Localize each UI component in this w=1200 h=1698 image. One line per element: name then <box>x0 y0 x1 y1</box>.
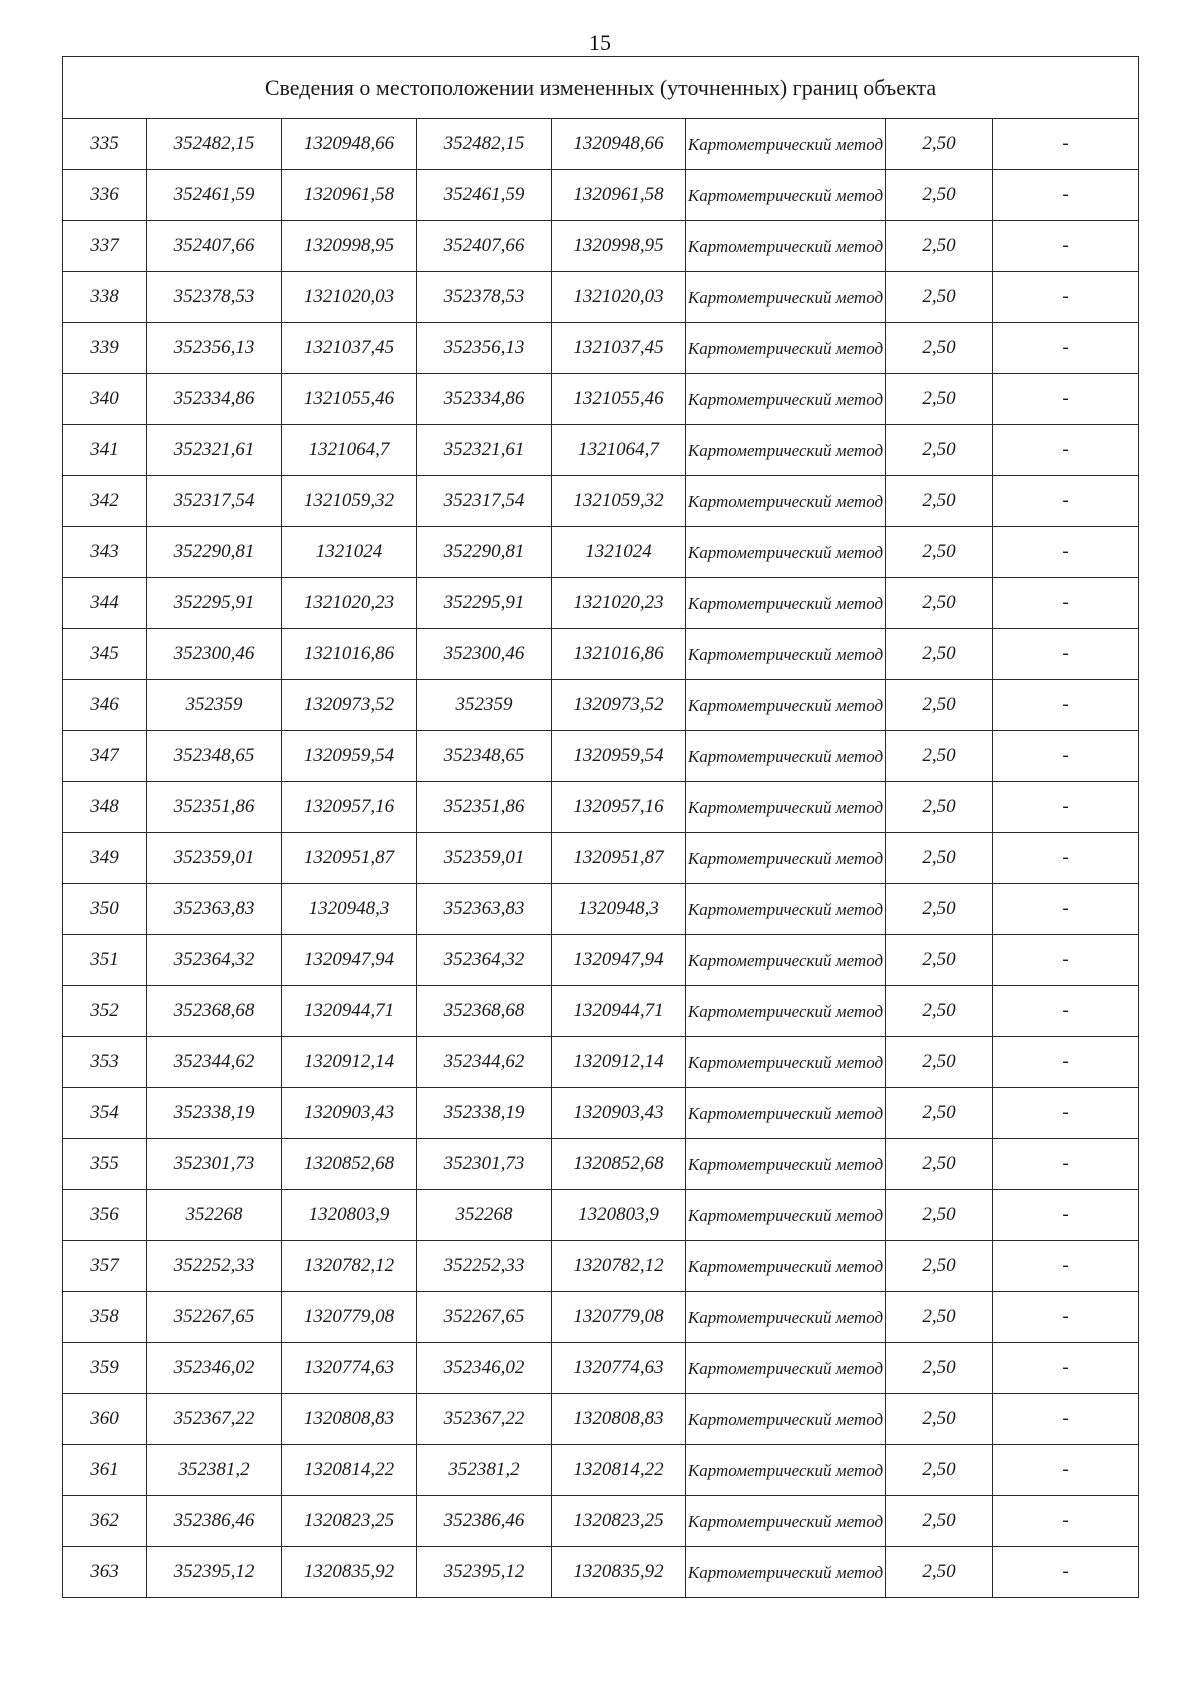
point-number-cell: 355 <box>63 1139 147 1190</box>
page-number: 15 <box>589 30 611 55</box>
x-coordinate-refined-cell: 352334,86 <box>417 374 552 425</box>
point-number-cell: 358 <box>63 1292 147 1343</box>
method-cell: Картометрический метод <box>686 1496 886 1547</box>
note-cell: - <box>993 1445 1139 1496</box>
table-row <box>63 1496 1139 1547</box>
x-coordinate-existing-cell: 352356,13 <box>147 323 282 374</box>
x-coordinate-refined-cell: 352300,46 <box>417 629 552 680</box>
precision-cell: 2,50 <box>886 731 993 782</box>
x-coordinate-existing-cell: 352317,54 <box>147 476 282 527</box>
table-row <box>63 1547 1139 1598</box>
point-number-cell: 350 <box>63 884 147 935</box>
x-coordinate-refined-cell: 352364,32 <box>417 935 552 986</box>
y-coordinate-refined-cell: 1320912,14 <box>552 1037 686 1088</box>
table-row <box>63 170 1139 221</box>
x-coordinate-existing-cell: 352359,01 <box>147 833 282 884</box>
method-cell: Картометрический метод <box>686 1241 886 1292</box>
x-coordinate-existing-cell: 352252,33 <box>147 1241 282 1292</box>
method-cell: Картометрический метод <box>686 833 886 884</box>
table-row <box>63 221 1139 272</box>
point-number-cell: 352 <box>63 986 147 1037</box>
x-coordinate-refined-cell: 352351,86 <box>417 782 552 833</box>
table-row <box>63 1241 1139 1292</box>
y-coordinate-existing-cell: 1320852,68 <box>282 1139 417 1190</box>
table-row <box>63 1088 1139 1139</box>
y-coordinate-refined-cell: 1320973,52 <box>552 680 686 731</box>
table-row <box>63 680 1139 731</box>
precision-cell: 2,50 <box>886 1445 993 1496</box>
table-row <box>63 323 1139 374</box>
x-coordinate-refined-cell: 352367,22 <box>417 1394 552 1445</box>
y-coordinate-existing-cell: 1320957,16 <box>282 782 417 833</box>
x-coordinate-refined-cell: 352395,12 <box>417 1547 552 1598</box>
x-coordinate-existing-cell: 352359 <box>147 680 282 731</box>
y-coordinate-existing-cell: 1321059,32 <box>282 476 417 527</box>
method-cell: Картометрический метод <box>686 425 886 476</box>
method-cell: Картометрический метод <box>686 1547 886 1598</box>
y-coordinate-existing-cell: 1320814,22 <box>282 1445 417 1496</box>
point-number-cell: 348 <box>63 782 147 833</box>
table-row <box>63 1139 1139 1190</box>
x-coordinate-refined-cell: 352268 <box>417 1190 552 1241</box>
point-number-cell: 345 <box>63 629 147 680</box>
note-cell: - <box>993 119 1139 170</box>
y-coordinate-refined-cell: 1320823,25 <box>552 1496 686 1547</box>
table-row <box>63 833 1139 884</box>
x-coordinate-existing-cell: 352368,68 <box>147 986 282 1037</box>
table-row <box>63 731 1139 782</box>
x-coordinate-existing-cell: 352346,02 <box>147 1343 282 1394</box>
y-coordinate-refined-cell: 1320998,95 <box>552 221 686 272</box>
note-cell: - <box>993 1139 1139 1190</box>
table-row <box>63 1343 1139 1394</box>
method-cell: Картометрический метод <box>686 884 886 935</box>
x-coordinate-existing-cell: 352482,15 <box>147 119 282 170</box>
x-coordinate-existing-cell: 352381,2 <box>147 1445 282 1496</box>
precision-cell: 2,50 <box>886 986 993 1037</box>
note-cell: - <box>993 323 1139 374</box>
x-coordinate-refined-cell: 352338,19 <box>417 1088 552 1139</box>
y-coordinate-refined-cell: 1320959,54 <box>552 731 686 782</box>
table-row <box>63 272 1139 323</box>
y-coordinate-existing-cell: 1320944,71 <box>282 986 417 1037</box>
precision-cell: 2,50 <box>886 1037 993 1088</box>
method-cell: Картометрический метод <box>686 272 886 323</box>
precision-cell: 2,50 <box>886 1190 993 1241</box>
method-cell: Картометрический метод <box>686 476 886 527</box>
precision-cell: 2,50 <box>886 1241 993 1292</box>
note-cell: - <box>993 425 1139 476</box>
y-coordinate-refined-cell: 1321055,46 <box>552 374 686 425</box>
y-coordinate-existing-cell: 1320998,95 <box>282 221 417 272</box>
note-cell: - <box>993 272 1139 323</box>
table-row <box>63 1394 1139 1445</box>
precision-cell: 2,50 <box>886 476 993 527</box>
x-coordinate-existing-cell: 352268 <box>147 1190 282 1241</box>
point-number-cell: 346 <box>63 680 147 731</box>
x-coordinate-refined-cell: 352368,68 <box>417 986 552 1037</box>
precision-cell: 2,50 <box>886 680 993 731</box>
x-coordinate-existing-cell: 352367,22 <box>147 1394 282 1445</box>
x-coordinate-existing-cell: 352461,59 <box>147 170 282 221</box>
note-cell: - <box>993 1496 1139 1547</box>
y-coordinate-existing-cell: 1321055,46 <box>282 374 417 425</box>
point-number-cell: 354 <box>63 1088 147 1139</box>
x-coordinate-existing-cell: 352334,86 <box>147 374 282 425</box>
method-cell: Картометрический метод <box>686 680 886 731</box>
y-coordinate-refined-cell: 1320948,3 <box>552 884 686 935</box>
y-coordinate-existing-cell: 1320912,14 <box>282 1037 417 1088</box>
y-coordinate-refined-cell: 1320814,22 <box>552 1445 686 1496</box>
point-number-cell: 363 <box>63 1547 147 1598</box>
note-cell: - <box>993 1190 1139 1241</box>
x-coordinate-refined-cell: 352381,2 <box>417 1445 552 1496</box>
x-coordinate-existing-cell: 352407,66 <box>147 221 282 272</box>
y-coordinate-existing-cell: 1320948,66 <box>282 119 417 170</box>
x-coordinate-existing-cell: 352378,53 <box>147 272 282 323</box>
precision-cell: 2,50 <box>886 1394 993 1445</box>
y-coordinate-refined-cell: 1321020,03 <box>552 272 686 323</box>
y-coordinate-existing-cell: 1320835,92 <box>282 1547 417 1598</box>
y-coordinate-existing-cell: 1320947,94 <box>282 935 417 986</box>
y-coordinate-refined-cell: 1320782,12 <box>552 1241 686 1292</box>
y-coordinate-refined-cell: 1320808,83 <box>552 1394 686 1445</box>
x-coordinate-refined-cell: 352407,66 <box>417 221 552 272</box>
method-cell: Картометрический метод <box>686 731 886 782</box>
note-cell: - <box>993 1394 1139 1445</box>
note-cell: - <box>993 782 1139 833</box>
method-cell: Картометрический метод <box>686 629 886 680</box>
x-coordinate-existing-cell: 352344,62 <box>147 1037 282 1088</box>
point-number-cell: 337 <box>63 221 147 272</box>
y-coordinate-refined-cell: 1320779,08 <box>552 1292 686 1343</box>
note-cell: - <box>993 221 1139 272</box>
point-number-cell: 343 <box>63 527 147 578</box>
method-cell: Картометрический метод <box>686 986 886 1037</box>
x-coordinate-existing-cell: 352351,86 <box>147 782 282 833</box>
point-number-cell: 356 <box>63 1190 147 1241</box>
precision-cell: 2,50 <box>886 833 993 884</box>
x-coordinate-refined-cell: 352321,61 <box>417 425 552 476</box>
method-cell: Картометрический метод <box>686 935 886 986</box>
note-cell: - <box>993 1241 1139 1292</box>
note-cell: - <box>993 731 1139 782</box>
precision-cell: 2,50 <box>886 527 993 578</box>
method-cell: Картометрический метод <box>686 1343 886 1394</box>
method-cell: Картометрический метод <box>686 170 886 221</box>
y-coordinate-existing-cell: 1320779,08 <box>282 1292 417 1343</box>
point-number-cell: 335 <box>63 119 147 170</box>
x-coordinate-existing-cell: 352295,91 <box>147 578 282 629</box>
table-row <box>63 527 1139 578</box>
note-cell: - <box>993 680 1139 731</box>
y-coordinate-refined-cell: 1320947,94 <box>552 935 686 986</box>
x-coordinate-existing-cell: 352290,81 <box>147 527 282 578</box>
y-coordinate-existing-cell: 1321016,86 <box>282 629 417 680</box>
precision-cell: 2,50 <box>886 323 993 374</box>
x-coordinate-refined-cell: 352290,81 <box>417 527 552 578</box>
table-row <box>63 374 1139 425</box>
y-coordinate-existing-cell: 1321024 <box>282 527 417 578</box>
x-coordinate-existing-cell: 352338,19 <box>147 1088 282 1139</box>
y-coordinate-existing-cell: 1321064,7 <box>282 425 417 476</box>
x-coordinate-refined-cell: 352348,65 <box>417 731 552 782</box>
precision-cell: 2,50 <box>886 170 993 221</box>
x-coordinate-existing-cell: 352386,46 <box>147 1496 282 1547</box>
y-coordinate-refined-cell: 1320948,66 <box>552 119 686 170</box>
x-coordinate-refined-cell: 352461,59 <box>417 170 552 221</box>
method-cell: Картометрический метод <box>686 527 886 578</box>
precision-cell: 2,50 <box>886 374 993 425</box>
precision-cell: 2,50 <box>886 1547 993 1598</box>
method-cell: Картометрический метод <box>686 1292 886 1343</box>
method-cell: Картометрический метод <box>686 1139 886 1190</box>
y-coordinate-refined-cell: 1321059,32 <box>552 476 686 527</box>
point-number-cell: 347 <box>63 731 147 782</box>
point-number-cell: 351 <box>63 935 147 986</box>
x-coordinate-existing-cell: 352300,46 <box>147 629 282 680</box>
x-coordinate-refined-cell: 352317,54 <box>417 476 552 527</box>
note-cell: - <box>993 884 1139 935</box>
note-cell: - <box>993 629 1139 680</box>
y-coordinate-existing-cell: 1320948,3 <box>282 884 417 935</box>
x-coordinate-refined-cell: 352482,15 <box>417 119 552 170</box>
point-number-cell: 339 <box>63 323 147 374</box>
point-number-cell: 344 <box>63 578 147 629</box>
y-coordinate-refined-cell: 1320944,71 <box>552 986 686 1037</box>
y-coordinate-existing-cell: 1321020,23 <box>282 578 417 629</box>
x-coordinate-refined-cell: 352301,73 <box>417 1139 552 1190</box>
table-row <box>63 986 1139 1037</box>
precision-cell: 2,50 <box>886 1088 993 1139</box>
x-coordinate-refined-cell: 352295,91 <box>417 578 552 629</box>
method-cell: Картометрический метод <box>686 1394 886 1445</box>
table-row <box>63 1190 1139 1241</box>
table-row <box>63 629 1139 680</box>
x-coordinate-existing-cell: 352348,65 <box>147 731 282 782</box>
y-coordinate-refined-cell: 1320951,87 <box>552 833 686 884</box>
note-cell: - <box>993 476 1139 527</box>
y-coordinate-refined-cell: 1321020,23 <box>552 578 686 629</box>
y-coordinate-refined-cell: 1320903,43 <box>552 1088 686 1139</box>
y-coordinate-existing-cell: 1320903,43 <box>282 1088 417 1139</box>
y-coordinate-existing-cell: 1320808,83 <box>282 1394 417 1445</box>
y-coordinate-refined-cell: 1320835,92 <box>552 1547 686 1598</box>
note-cell: - <box>993 374 1139 425</box>
precision-cell: 2,50 <box>886 272 993 323</box>
x-coordinate-refined-cell: 352378,53 <box>417 272 552 323</box>
precision-cell: 2,50 <box>886 782 993 833</box>
y-coordinate-existing-cell: 1320823,25 <box>282 1496 417 1547</box>
y-coordinate-refined-cell: 1321064,7 <box>552 425 686 476</box>
precision-cell: 2,50 <box>886 119 993 170</box>
point-number-cell: 361 <box>63 1445 147 1496</box>
precision-cell: 2,50 <box>886 221 993 272</box>
table-header-row <box>63 57 1139 119</box>
table-row <box>63 935 1139 986</box>
x-coordinate-refined-cell: 352359 <box>417 680 552 731</box>
x-coordinate-refined-cell: 352359,01 <box>417 833 552 884</box>
y-coordinate-refined-cell: 1321037,45 <box>552 323 686 374</box>
x-coordinate-existing-cell: 352363,83 <box>147 884 282 935</box>
table-title: Сведения о местоположении измененных (уточненных) границ объекта <box>63 57 1139 119</box>
y-coordinate-existing-cell: 1320774,63 <box>282 1343 417 1394</box>
table-body <box>63 57 1139 1598</box>
method-cell: Картометрический метод <box>686 1190 886 1241</box>
precision-cell: 2,50 <box>886 884 993 935</box>
y-coordinate-existing-cell: 1320803,9 <box>282 1190 417 1241</box>
note-cell: - <box>993 578 1139 629</box>
note-cell: - <box>993 1037 1139 1088</box>
precision-cell: 2,50 <box>886 1139 993 1190</box>
point-number-cell: 353 <box>63 1037 147 1088</box>
point-number-cell: 357 <box>63 1241 147 1292</box>
x-coordinate-refined-cell: 352386,46 <box>417 1496 552 1547</box>
point-number-cell: 340 <box>63 374 147 425</box>
table-row <box>63 1445 1139 1496</box>
y-coordinate-existing-cell: 1320961,58 <box>282 170 417 221</box>
y-coordinate-refined-cell: 1321024 <box>552 527 686 578</box>
precision-cell: 2,50 <box>886 1496 993 1547</box>
x-coordinate-existing-cell: 352321,61 <box>147 425 282 476</box>
table-row <box>63 884 1139 935</box>
method-cell: Картометрический метод <box>686 1037 886 1088</box>
x-coordinate-refined-cell: 352356,13 <box>417 323 552 374</box>
note-cell: - <box>993 527 1139 578</box>
x-coordinate-existing-cell: 352364,32 <box>147 935 282 986</box>
point-number-cell: 349 <box>63 833 147 884</box>
note-cell: - <box>993 986 1139 1037</box>
point-number-cell: 338 <box>63 272 147 323</box>
note-cell: - <box>993 833 1139 884</box>
table-row <box>63 476 1139 527</box>
y-coordinate-existing-cell: 1321037,45 <box>282 323 417 374</box>
x-coordinate-existing-cell: 352301,73 <box>147 1139 282 1190</box>
note-cell: - <box>993 1343 1139 1394</box>
x-coordinate-existing-cell: 352267,65 <box>147 1292 282 1343</box>
point-number-cell: 359 <box>63 1343 147 1394</box>
table-row <box>63 119 1139 170</box>
y-coordinate-refined-cell: 1320957,16 <box>552 782 686 833</box>
precision-cell: 2,50 <box>886 1292 993 1343</box>
point-number-cell: 342 <box>63 476 147 527</box>
y-coordinate-refined-cell: 1320803,9 <box>552 1190 686 1241</box>
y-coordinate-existing-cell: 1320973,52 <box>282 680 417 731</box>
note-cell: - <box>993 1088 1139 1139</box>
table-row <box>63 425 1139 476</box>
y-coordinate-existing-cell: 1321020,03 <box>282 272 417 323</box>
y-coordinate-refined-cell: 1321016,86 <box>552 629 686 680</box>
y-coordinate-existing-cell: 1320951,87 <box>282 833 417 884</box>
note-cell: - <box>993 1292 1139 1343</box>
precision-cell: 2,50 <box>886 1343 993 1394</box>
precision-cell: 2,50 <box>886 578 993 629</box>
precision-cell: 2,50 <box>886 935 993 986</box>
method-cell: Картометрический метод <box>686 1445 886 1496</box>
x-coordinate-refined-cell: 352346,02 <box>417 1343 552 1394</box>
boundary-table <box>62 56 1139 1598</box>
point-number-cell: 360 <box>63 1394 147 1445</box>
table-row <box>63 782 1139 833</box>
point-number-cell: 336 <box>63 170 147 221</box>
method-cell: Картометрический метод <box>686 1088 886 1139</box>
method-cell: Картометрический метод <box>686 119 886 170</box>
x-coordinate-existing-cell: 352395,12 <box>147 1547 282 1598</box>
x-coordinate-refined-cell: 352363,83 <box>417 884 552 935</box>
table-row <box>63 1292 1139 1343</box>
precision-cell: 2,50 <box>886 629 993 680</box>
x-coordinate-refined-cell: 352267,65 <box>417 1292 552 1343</box>
table-row <box>63 578 1139 629</box>
x-coordinate-refined-cell: 352344,62 <box>417 1037 552 1088</box>
point-number-cell: 341 <box>63 425 147 476</box>
method-cell: Картометрический метод <box>686 782 886 833</box>
method-cell: Картометрический метод <box>686 374 886 425</box>
precision-cell: 2,50 <box>886 425 993 476</box>
y-coordinate-refined-cell: 1320774,63 <box>552 1343 686 1394</box>
note-cell: - <box>993 935 1139 986</box>
method-cell: Картометрический метод <box>686 221 886 272</box>
method-cell: Картометрический метод <box>686 578 886 629</box>
table-row <box>63 1037 1139 1088</box>
y-coordinate-existing-cell: 1320782,12 <box>282 1241 417 1292</box>
note-cell: - <box>993 170 1139 221</box>
y-coordinate-existing-cell: 1320959,54 <box>282 731 417 782</box>
y-coordinate-refined-cell: 1320961,58 <box>552 170 686 221</box>
method-cell: Картометрический метод <box>686 323 886 374</box>
point-number-cell: 362 <box>63 1496 147 1547</box>
note-cell: - <box>993 1547 1139 1598</box>
y-coordinate-refined-cell: 1320852,68 <box>552 1139 686 1190</box>
x-coordinate-refined-cell: 352252,33 <box>417 1241 552 1292</box>
